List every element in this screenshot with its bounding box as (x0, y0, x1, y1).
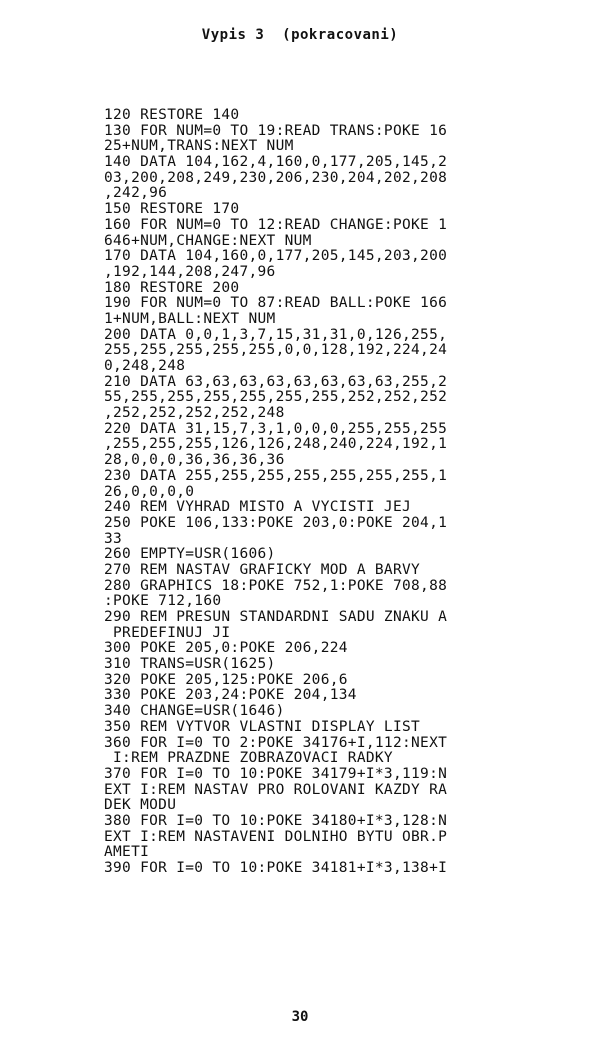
code-line: ,242,96 (104, 185, 168, 202)
code-line: I:REM PRAZDNE ZOBRAZOVACI RADKY (104, 750, 393, 767)
code-line: 180 RESTORE 200 (104, 279, 240, 296)
code-line: 25+NUM,TRANS:NEXT NUM (104, 138, 294, 155)
code-line: 190 FOR NUM=0 TO 87:READ BALL:POKE 166 (104, 295, 448, 312)
code-line: 310 TRANS=USR(1625) (104, 656, 276, 673)
code-line: 320 POKE 205,125:POKE 206,6 (104, 671, 348, 688)
code-line: 250 POKE 106,133:POKE 203,0:POKE 204,1 (104, 514, 448, 531)
code-line: 220 DATA 31,15,7,3,1,0,0,0,255,255,255 (104, 420, 448, 437)
code-line: 646+NUM,CHANGE:NEXT NUM (104, 232, 312, 249)
code-line: 260 EMPTY=USR(1606) (104, 546, 276, 563)
code-line: :POKE 712,160 (104, 593, 222, 610)
code-line: 270 REM NASTAV GRAFICKY MOD A BARVY (104, 561, 421, 578)
code-line: 130 FOR NUM=0 TO 19:READ TRANS:POKE 16 (104, 122, 448, 139)
code-line: 290 REM PRESUN STANDARDNI SADU ZNAKU A (104, 609, 448, 625)
code-line: 28,0,0,0,36,36,36,36 (104, 452, 285, 469)
code-line: 1+NUM,BALL:NEXT NUM (104, 310, 276, 327)
page-number: 30 (291, 1009, 309, 1025)
code-line: 240 REM VYHRAD MISTO A VYCISTI JEJ (104, 499, 412, 516)
code-line: 03,200,208,249,230,206,230,204,202,208 (104, 169, 448, 186)
code-line: ,252,252,252,252,248 (104, 405, 285, 422)
code-line: 33 (104, 530, 123, 547)
code-line: 120 RESTORE 140 (104, 107, 240, 123)
code-line: 140 DATA 104,162,4,160,0,177,205,145,2 (104, 154, 448, 171)
code-line: 0,248,248 (104, 358, 186, 374)
code-line: 300 POKE 205,0:POKE 206,224 (104, 640, 348, 657)
basic-listing (104, 108, 504, 877)
code-line: EXT I:REM NASTAV PRO ROLOVANI KAZDY RA (104, 781, 448, 798)
code-line: 350 REM VYTVOR VLASTNI DISPLAY LIST (104, 718, 421, 735)
code-line: EXT I:REM NASTAVENI DOLNIHO BYTU OBR.P (104, 828, 448, 845)
code-line: DEK MODU (104, 797, 177, 814)
code-line: 26,0,0,0,0 (104, 483, 195, 500)
code-line: ,255,255,255,126,126,248,240,224,192,1 (104, 436, 448, 453)
code-line: 330 POKE 203,24:POKE 204,134 (104, 687, 357, 704)
code-line: 160 FOR NUM=0 TO 12:READ CHANGE:POKE 1 (104, 216, 448, 233)
listing-heading: Vypis 3 (pokracovani) (201, 27, 399, 43)
code-line: PREDEFINUJ JI (104, 624, 231, 641)
code-line: 280 GRAPHICS 18:POKE 752,1:POKE 708,88 (104, 577, 448, 594)
code-line: 340 CHANGE=USR(1646) (104, 703, 285, 720)
code-line: 170 DATA 104,160,0,177,205,145,203,200 (104, 248, 448, 265)
code-line: 390 FOR I=0 TO 10:POKE 34181+I*3,138+I (104, 860, 448, 876)
code-line: 360 FOR I=0 TO 2:POKE 34176+I,112:NEXT (104, 734, 448, 751)
code-line: 230 DATA 255,255,255,255,255,255,255,1 (104, 467, 448, 484)
code-line: ,192,144,208,247,96 (104, 263, 276, 280)
code-line: 210 DATA 63,63,63,63,63,63,63,63,255,2 (104, 373, 448, 390)
code-line: 55,255,255,255,255,255,255,252,252,252 (104, 389, 448, 406)
code-line: 200 DATA 0,0,1,3,7,15,31,31,0,126,255, (104, 326, 448, 343)
code-line: 380 FOR I=0 TO 10:POKE 34180+I*3,128:N (104, 812, 448, 829)
code-line: 255,255,255,255,255,0,0,128,192,224,24 (104, 342, 448, 359)
code-line: 370 FOR I=0 TO 10:POKE 34179+I*3,119:N (104, 765, 448, 782)
code-line: AMETI (104, 844, 150, 861)
code-line: 150 RESTORE 170 (104, 201, 240, 218)
